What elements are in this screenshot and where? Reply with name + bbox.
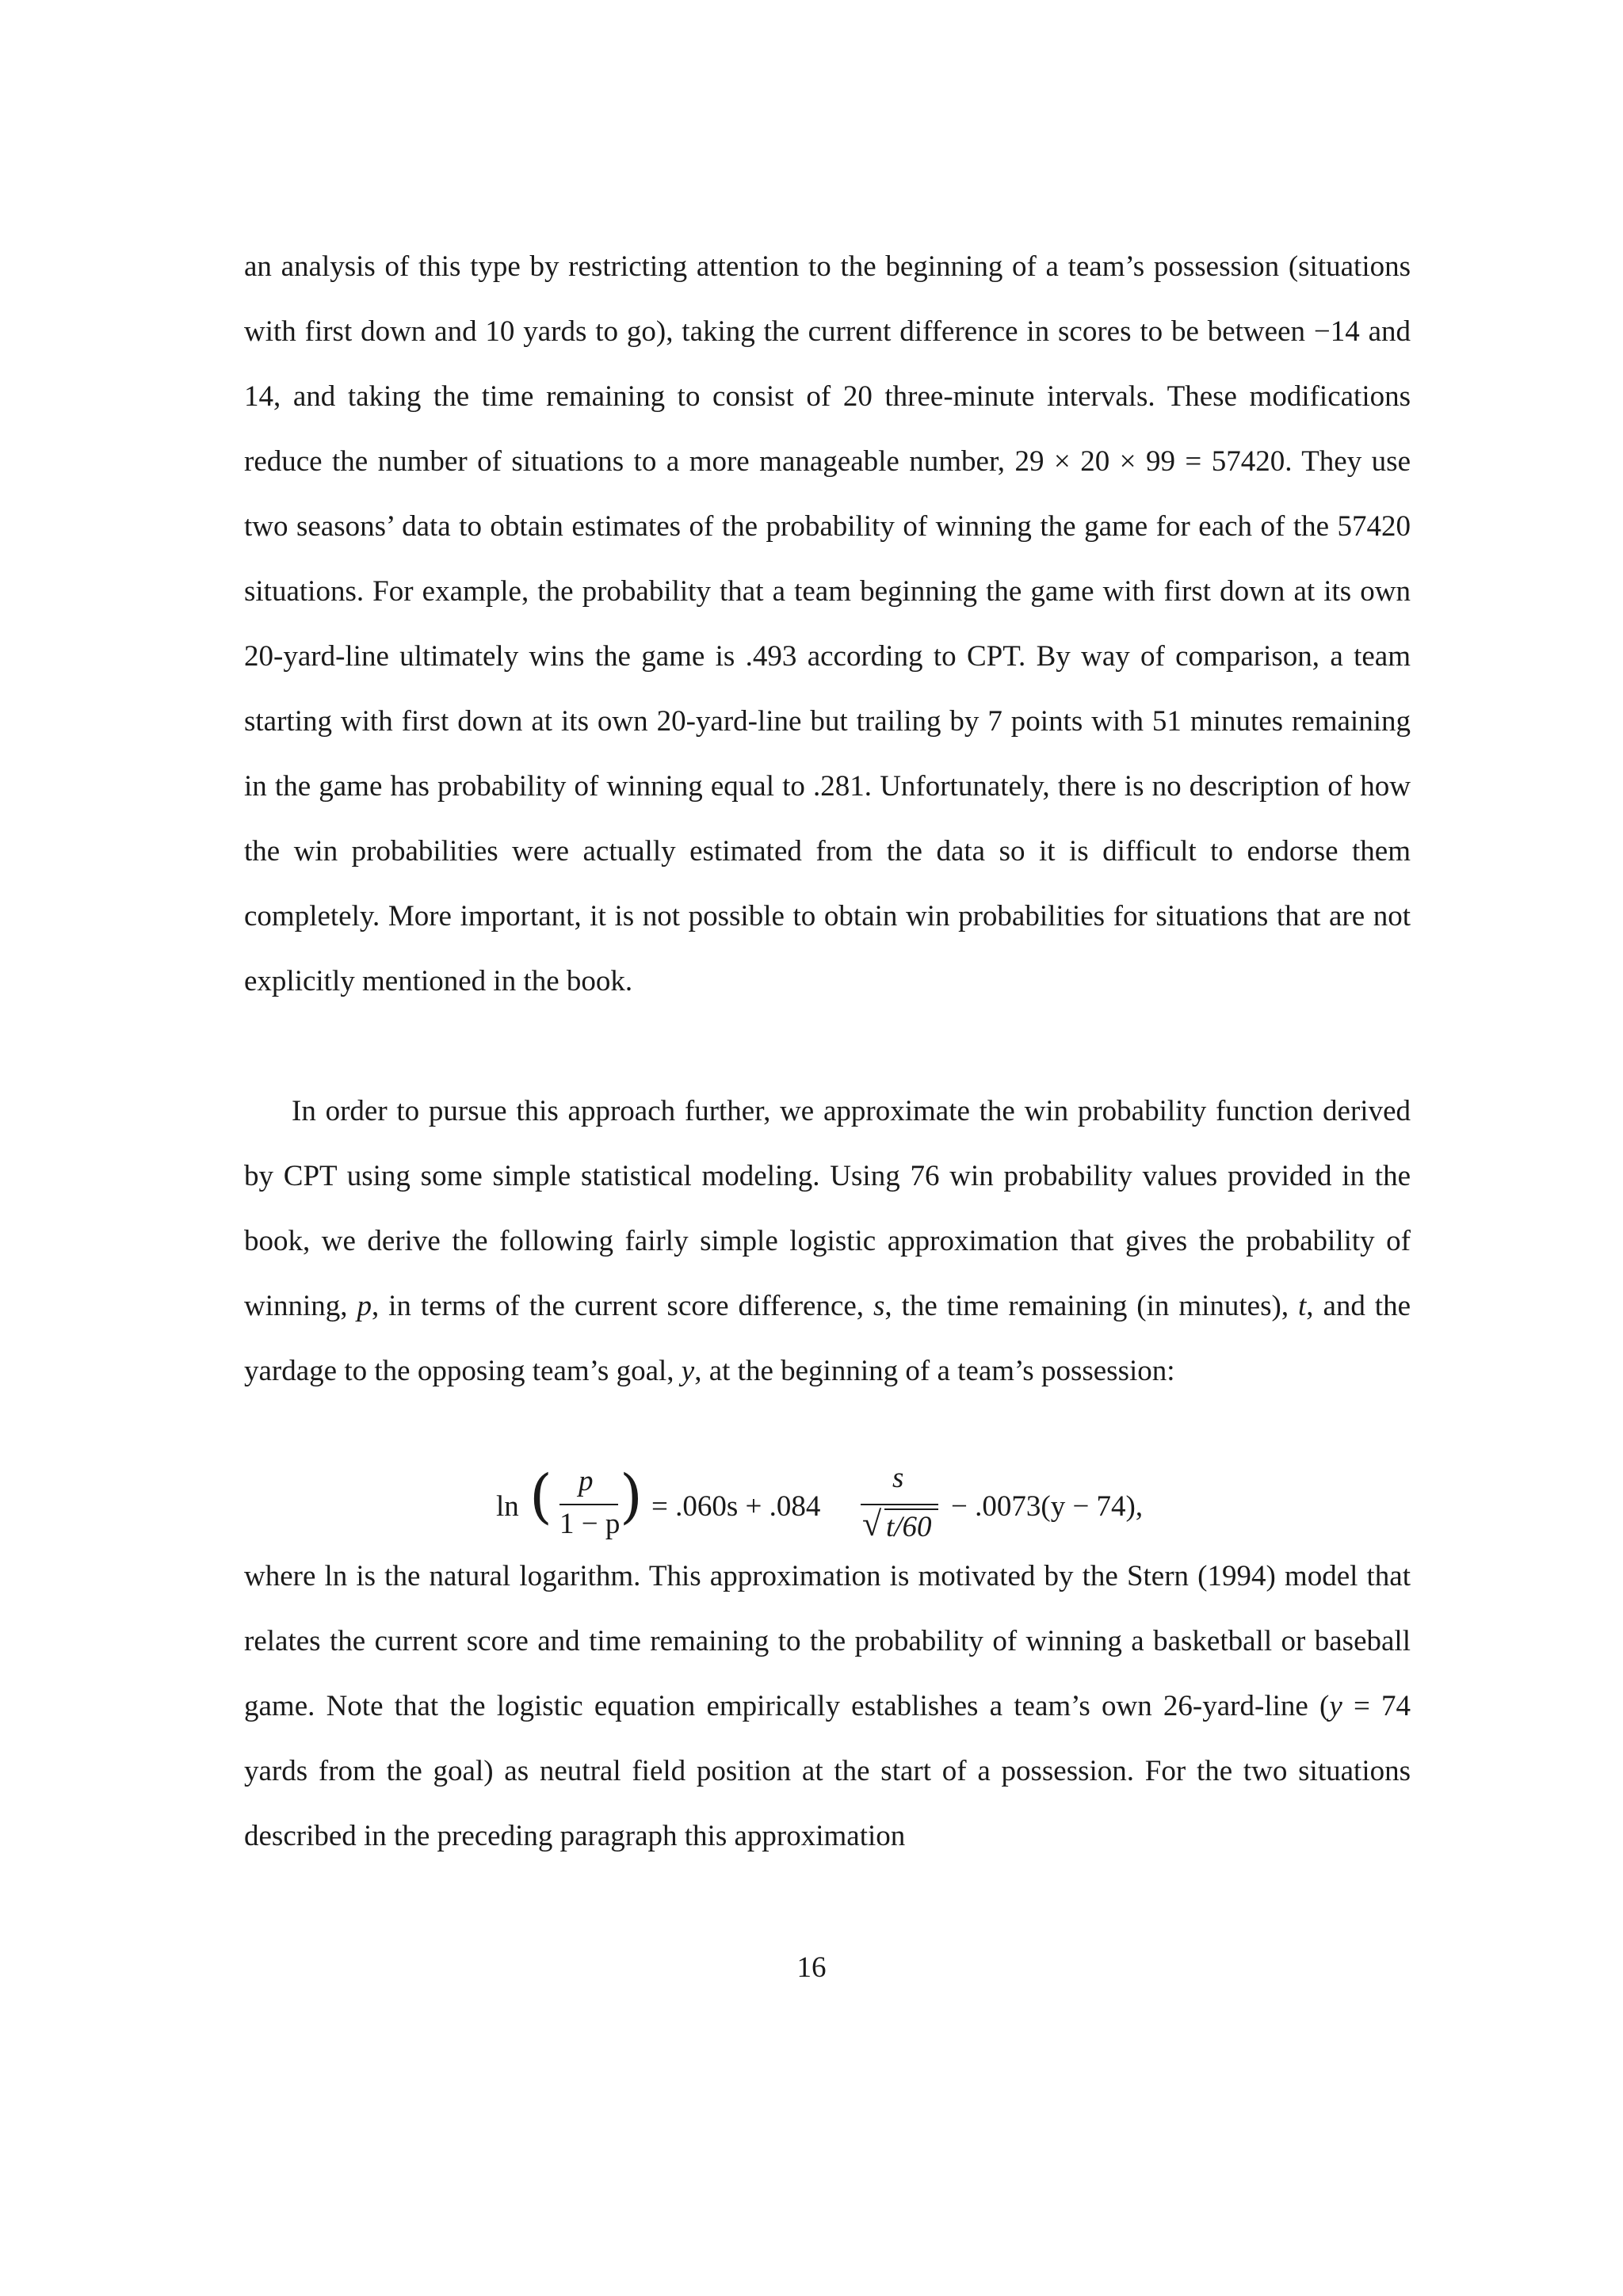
variable-y: y	[681, 1355, 695, 1387]
paragraph-2-text: , at the beginning of a team’s possession:	[694, 1355, 1175, 1387]
variable-y: y	[1329, 1690, 1342, 1722]
eq-frac1-numerator: p	[579, 1465, 594, 1497]
paragraph-2-text: In order to pursue this approach further, we approximate the win probability function derived by CPT using some simple statistical modeling. Using 76 win probability values provided in the book, we derive the following fairly simple logistic approximation that gives the probability of winning,	[244, 1095, 1411, 1322]
logistic-equation	[496, 1458, 1209, 1545]
variable-s: s	[873, 1290, 885, 1322]
paragraph-1	[244, 235, 1411, 1014]
paragraph-3-text: = 74 yards from the goal) as neutral field position at the start of a possession. For the two situations described in the preceding paragraph this approximation	[244, 1690, 1411, 1852]
paragraph-3	[244, 1544, 1411, 1869]
paragraph-2-text: , the time remaining (in minutes),	[884, 1290, 1298, 1322]
variable-p: p	[357, 1290, 372, 1322]
variable-t: t	[1298, 1290, 1307, 1322]
eq-frac2-denominator: t/60	[886, 1511, 932, 1543]
paragraph-3-text: where ln is the natural logarithm. This approximation is motivated by the Stern (1994) model that relates the current score and time remaining to the probability of winning a basketball or baseball game. Note that the logistic equation empirically establishes a team’s own 26-yard-line (	[244, 1560, 1411, 1722]
page-number: 16	[796, 1951, 827, 1984]
eq-right-paren: )	[620, 1463, 643, 1531]
eq-term1: = .060s + .084	[651, 1490, 821, 1523]
sqrt-icon: √	[862, 1505, 882, 1543]
paragraph-2	[244, 1079, 1411, 1404]
eq-frac1-bar	[559, 1504, 618, 1505]
paragraph-2-text: , and the yardage to the opposing team’s goal,	[244, 1290, 1411, 1387]
eq-frac2-numerator: s	[892, 1462, 904, 1494]
paragraph-2-text: , in terms of the current score difference,	[371, 1290, 873, 1322]
eq-frac1-denominator: 1 − p	[559, 1508, 621, 1540]
paragraph-1-text: an analysis of this type by restricting attention to the beginning of a team’s possession (situations with first down and 10 yards to go), taking the current difference in scores to be between −14 and 14, and taking the time remaining to consist of 20 three-minute intervals. These modifications reduce the number of situations to a more manageable number, 29 × 20 × 99 = 57420. They use two seasons’ data to obtain estimates of the probability of winning the game for each of the 57420 situations. For example, the probability that a team beginning the game with first down at its own 20-yard-line ultimately wins the game is .493 according to CPT. By way of comparison, a team starting with first down at its own 20-yard-line but trailing by 7 points with 51 minutes remaining in the game has probability of winning equal to .281. Unfortunately, there is no description of how the win probabilities were actually estimated from the data so it is difficult to endorse them completely. More important, it is not possible to obtain win probabilities for situations that are not explicitly mentioned in the book.	[244, 250, 1411, 997]
eq-ln: ln	[496, 1490, 519, 1523]
eq-left-paren: (	[529, 1463, 552, 1531]
eq-term2: − .0073(y − 74),	[951, 1490, 1144, 1523]
